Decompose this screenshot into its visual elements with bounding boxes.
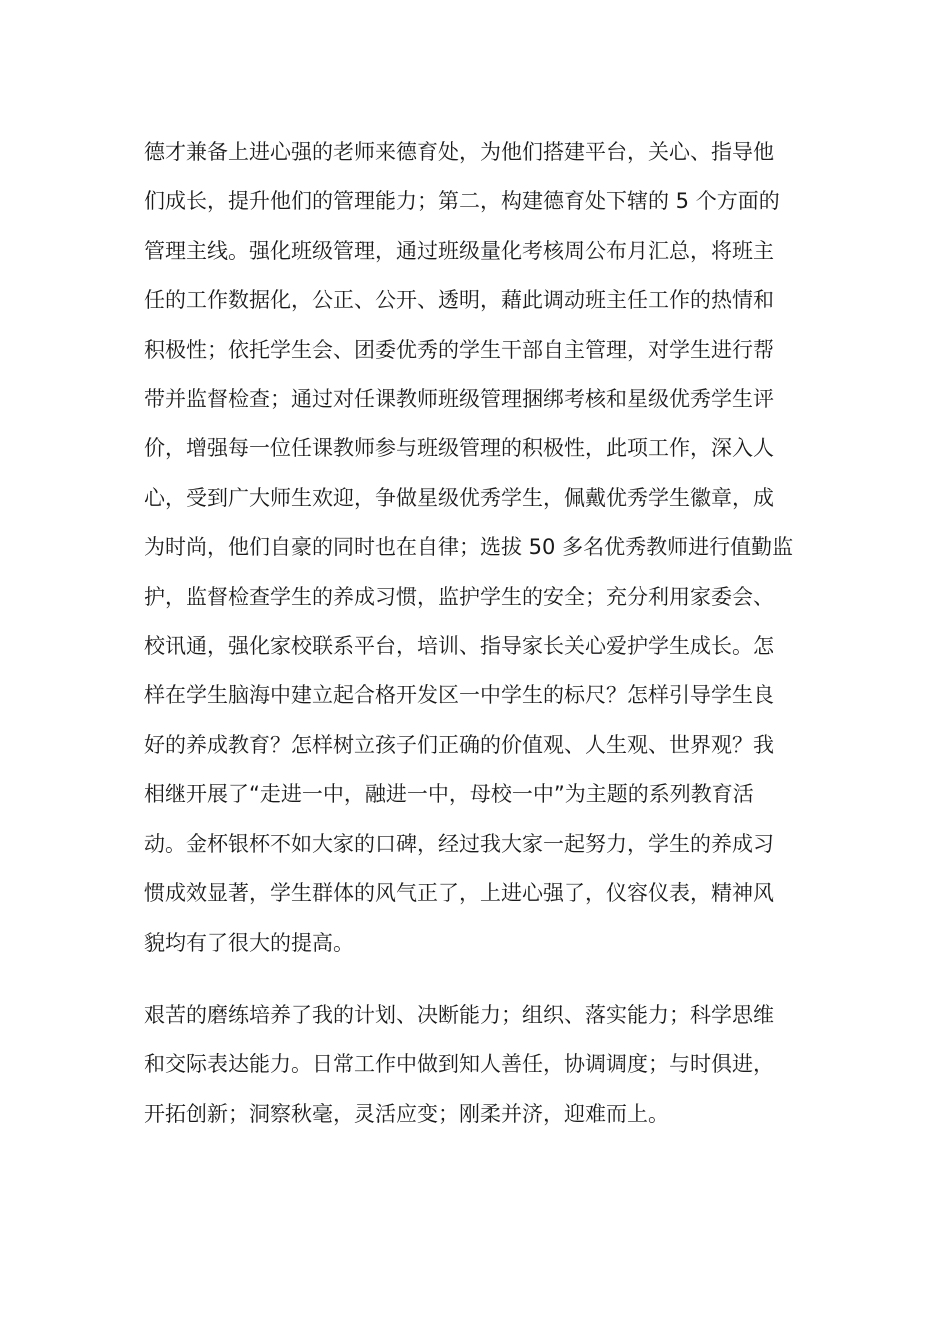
- document-body: [144, 128, 808, 1139]
- body-paragraph-1: 德才兼备上进心强的老师来德育处，为他们搭建平台，关心、指导他 们成长，提升他们的管理能力；第二，构建德育处下辖的 5 个方面的 管理主线。强化班级管理，通过班级量化考核周公布月汇总，将班主 任的工作数据化，公正、公开、透明，藉此调动班主任工作的热情和 积极性；依托学生会、团委优秀的学生干部自主管理，对学生进行帮 带并监督检查；通过对任课教师班级管理捆绑考核和星级优秀学生评 价，增强每一位任课教师参与班级管理的积极性，此项工作，深入人 心，受到广大师生欢迎，争做星级优秀学生，佩戴优秀学生徽章，成 为时尚，他们自豪的同时也在自律；选拔 50 多名优秀教师进行值勤监 护，监督检查学生的养成习惯，监护学生的安全；充分利用家委会、 校讯通，强化家校联系平台，培训、指导家长关心爱护学生成长。怎 样在学生脑海中建立起合格开发区一中学生的标尺？怎样引导学生良 好的养成教育？怎样树立孩子们正确的价值观、人生观、世界观？我 相继开展了“走进一中，融进一中，母校一中”为主题的系列教育活 动。金杯银杯不如大家的口碑，经过我大家一起努力，学生的养成习 惯成效显著，学生群体的风气正了，上进心强了，仪容仪表，精神风 貌均有了很大的提高。: [144, 140, 794, 955]
- body-paragraph-2: 艰苦的磨练培养了我的计划、决断能力；组织、落实能力；科学思维 和交际表达能力。日常工作中做到知人善任，协调调度；与时俱进， 开拓创新；洞察秋毫，灵活应变；刚柔并济，迎难而上。: [144, 1002, 774, 1126]
